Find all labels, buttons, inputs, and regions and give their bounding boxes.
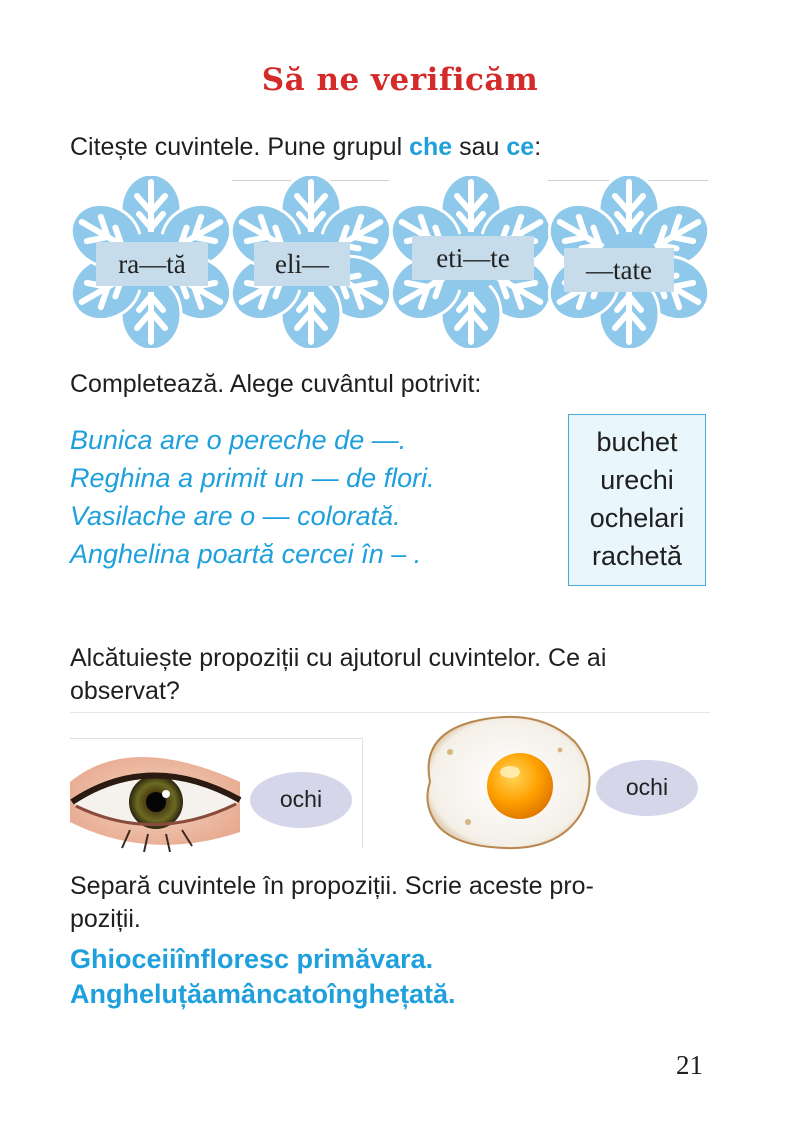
snowflake-card xyxy=(230,176,392,348)
exercise-2-instruction: Completează. Alege cuvântul potrivit: xyxy=(70,370,482,398)
instruction-text: sau xyxy=(452,133,507,161)
sentence: Vasilache are o — colorată. xyxy=(70,501,401,531)
eye-image xyxy=(70,742,250,852)
word-bank-box xyxy=(568,414,706,586)
image-strip xyxy=(70,712,710,852)
word-bank-item: buchet xyxy=(596,427,678,457)
letter-group-che: che xyxy=(409,133,453,161)
instruction-line: Separă cuvintele în propoziții. Scrie aceste pro- xyxy=(70,872,594,900)
word-bank-item: urechi xyxy=(600,465,674,495)
snowflake-card xyxy=(70,176,232,348)
divider xyxy=(362,738,363,848)
instruction-line: Alcătuiește propoziții cu ajutorul cuvintelor. Ce ai xyxy=(70,644,607,672)
divider xyxy=(70,738,362,739)
page-title: Să ne verificăm xyxy=(261,62,539,98)
snowflake-card xyxy=(548,176,710,348)
snowflake-word: eli— xyxy=(254,242,350,286)
snowflake-card xyxy=(390,176,552,348)
sentence-list xyxy=(70,421,560,573)
word-bank-item: rachetă xyxy=(591,541,683,571)
fried-egg-image xyxy=(410,712,600,852)
snowflake-word: —tate xyxy=(564,248,674,292)
instruction-line: observat? xyxy=(70,677,180,705)
page-number: 21 xyxy=(676,1050,703,1080)
sentence: Bunica are o pereche de —. xyxy=(70,425,407,455)
sentence: Anghelina poartă cercei în – . xyxy=(70,539,422,569)
instruction-text: : xyxy=(534,133,542,161)
snowflake-word: ra—tă xyxy=(96,242,208,286)
snowflake-strip xyxy=(70,176,708,348)
exercise-4 xyxy=(70,870,710,1012)
snowflake-word: eti—te xyxy=(412,236,534,280)
unseparated-sentence: Ghioceiiînfloresc primăvara. xyxy=(70,944,434,974)
exercise-3-instruction xyxy=(70,642,606,708)
divider xyxy=(70,712,710,713)
unseparated-sentence: Angheluțăamâncatoînghețată. xyxy=(70,979,456,1009)
word-oval: ochi xyxy=(596,760,698,816)
exercise-1-instruction xyxy=(70,131,541,164)
word-bank-item: ochelari xyxy=(589,503,685,533)
instruction-line: poziții. xyxy=(70,905,141,933)
word-oval: ochi xyxy=(250,772,352,828)
letter-group-ce: ce xyxy=(506,133,535,161)
instruction-text: Citește cuvintele. Pune grupul xyxy=(70,133,410,161)
sentence: Reghina a primit un — de flori. xyxy=(70,463,435,493)
